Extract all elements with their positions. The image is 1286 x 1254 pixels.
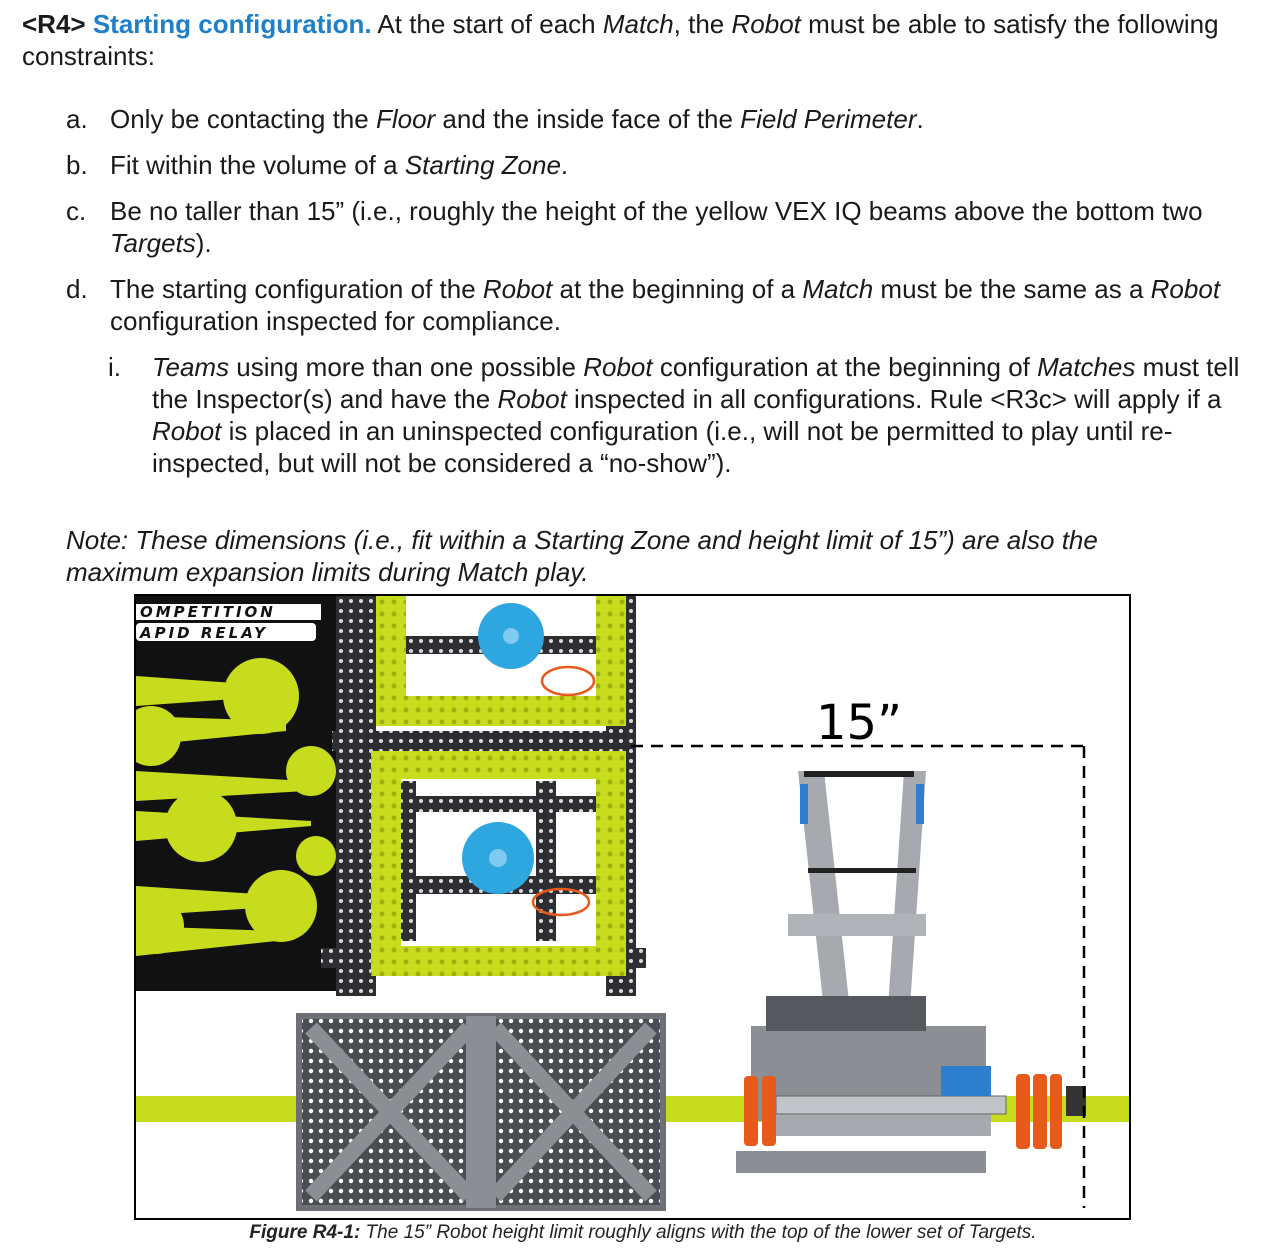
item-marker: d. [66,274,88,304]
item-text: Only be contacting the [110,104,376,134]
base-plates [299,1016,663,1208]
term-robot: Robot [482,274,553,304]
term-robot: Robot [152,416,222,446]
caption-label: Figure R4-1: [249,1222,361,1243]
item-text: must tell the Inspector(s) and have the [152,352,1240,414]
rule-item-d [66,273,1286,337]
figure-r4-1 [134,594,1131,1220]
ball-icon [245,870,317,942]
item-text: . [916,104,924,134]
figure-illustration [136,596,1129,1218]
rule-item-c [66,195,1286,259]
ball-icon [286,746,336,796]
note-text: Note: These dimensions (i.e., fit within a Starting Zone and height limit of 15”) are also the maximum expansion limits during Match play. [66,525,1098,587]
target-tower [321,596,646,996]
item-marker: a. [66,104,88,134]
item-text: The starting configuration of the [110,274,483,304]
item-text: ). [195,228,212,258]
item-text: configuration at the beginning of [652,352,1038,382]
term-robot: Robot [1150,274,1221,304]
banner [136,596,341,991]
term-robot: Robot [497,384,567,414]
term-targets: Targets [110,228,196,258]
item-text: Be no taller than 15” (i.e., roughly the height of the yellow VEX IQ beams above the bottom two [110,196,1203,226]
rule-item-a [66,103,1286,135]
rule-intro-text: , the [673,9,732,39]
item-text: at the beginning of a [552,274,803,304]
rule-intro-text: At the start of each [371,9,603,39]
term-match: Match [802,274,874,304]
term-field-perimeter: Field Perimeter [740,104,917,134]
item-text: and the inside face of the [435,104,741,134]
banner-text-1: OMPETITION [140,603,276,621]
term-teams: Teams [152,352,230,382]
caption-text: The 15” Robot height limit roughly aligns with the top of the lower set of Targets. [360,1222,1037,1243]
term-robot: Robot [583,352,653,382]
item-text: must be the same as a [873,274,1151,304]
rule-title: Starting configuration. [92,9,372,39]
term-floor: Floor [375,104,436,134]
item-text: is placed in an uninspected configuration (i.e., will not be permitted to play until re-inspected, but will not be considered a “no-show”). [152,416,1173,478]
lower-target-frame [371,751,401,976]
rule-item-b [66,149,1286,181]
ball-icon [223,658,299,734]
item-text: Fit within the volume of a [110,150,405,180]
figure-caption [0,1222,1286,1244]
item-text: inspected in all configurations. Rule <R3c> will apply if a [566,384,1222,414]
banner-text-2: APID RELAY [140,624,268,642]
item-text: . [560,150,569,180]
item-marker: i. [108,352,121,382]
rule-code: <R4> [22,9,86,39]
ball-icon [296,836,336,876]
ball-icon [165,790,237,862]
rule-intro-text: must be able to satisfy the following constraints: [22,9,1219,71]
robot [736,771,1086,1173]
term-robot: Robot [731,9,801,39]
item-text: using more than one possible [229,352,584,382]
item-marker: b. [66,150,88,180]
term-starting-zone: Starting Zone [404,150,561,180]
ring [542,667,594,695]
rule-subitem-i [108,351,1278,479]
item-text: configuration inspected for compliance. [110,306,561,336]
term-matches: Matches [1037,352,1136,382]
dimension-label: 15” [816,695,902,751]
item-marker: c. [66,196,87,226]
term-match: Match [602,9,674,39]
rule-heading [22,8,1282,72]
